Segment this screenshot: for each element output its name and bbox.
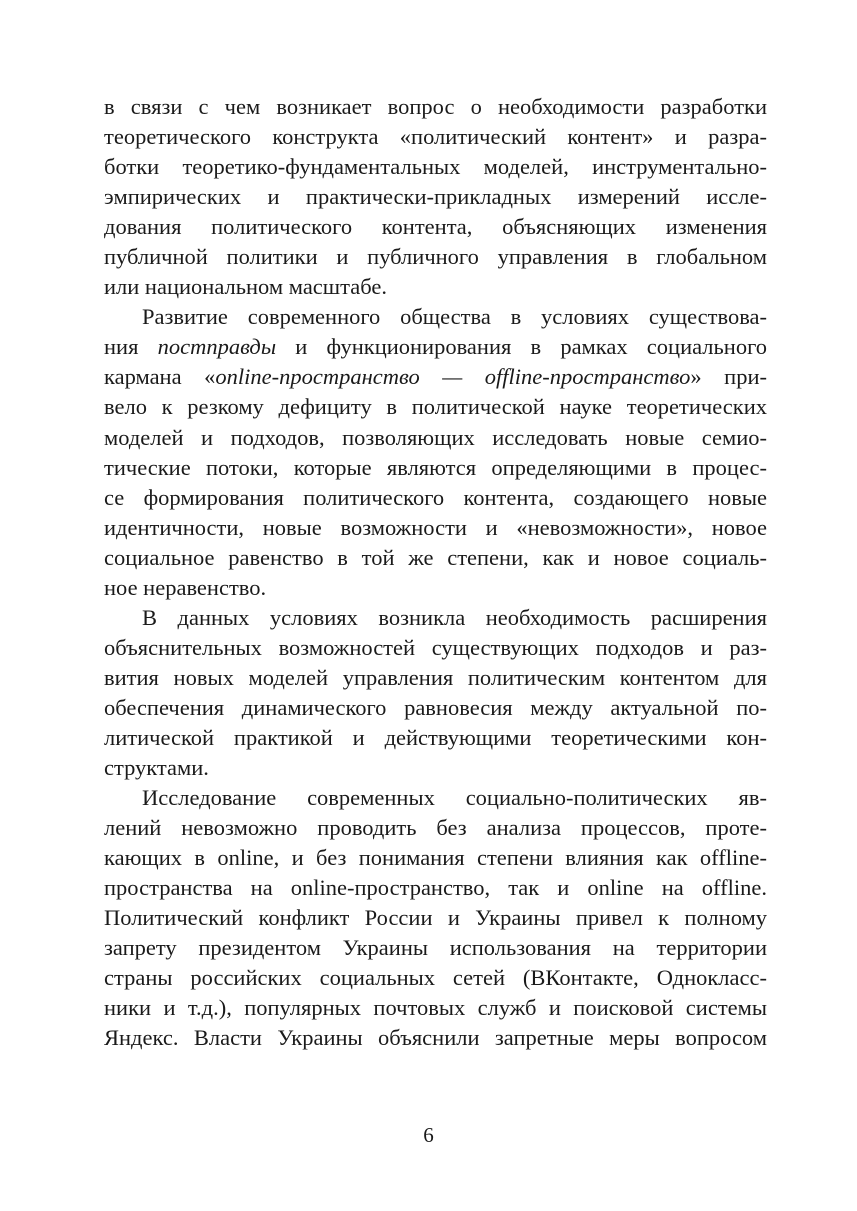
- text-run: » при-: [690, 364, 767, 390]
- italic-term: online-пространство — offline-пространство: [215, 364, 691, 390]
- text-line: пространства на online-пространство, так и online на offline.: [104, 875, 767, 901]
- text-run: кармана «: [104, 364, 216, 390]
- text-line-with-emphasis: [104, 362, 767, 392]
- text-line: запрету президентом Украины использования на территории: [104, 935, 767, 961]
- text-line: ное неравенство.: [104, 574, 267, 600]
- text-line: Политический конфликт России и Украины привел к полному: [104, 905, 767, 931]
- text-line: вело к резкому дефициту в политической науке теоретических: [104, 394, 767, 420]
- text-line: Яндекс. Власти Украины объяснили запретные меры вопросом: [104, 1025, 767, 1051]
- page-body: [104, 92, 767, 1054]
- text-line: Развитие современного общества в условиях существова-: [142, 304, 767, 330]
- paragraph-4: [104, 783, 767, 1053]
- text-line: В данных условиях возникла необходимость расширения: [142, 604, 767, 630]
- text-line: или национальном масштабе.: [104, 274, 387, 300]
- text-line: Исследование современных социально-политических яв-: [142, 785, 767, 811]
- text-line: вития новых моделей управления политическим контентом для: [104, 664, 767, 690]
- text-line: моделей и подходов, позволяющих исследовать новые семио-: [104, 424, 767, 450]
- text-line: эмпирических и практически-прикладных измерений иссле-: [104, 184, 767, 210]
- paragraph-2: [104, 302, 767, 602]
- text-line: структами.: [104, 755, 209, 781]
- text-line: публичной политики и публичного управления в глобальном: [104, 244, 767, 270]
- paragraph-1: [104, 92, 767, 302]
- text-run: и функционирования в рамках социального: [276, 334, 767, 360]
- text-line: ботки теоретико-фундаментальных моделей, инструментально-: [104, 154, 767, 180]
- text-line: социальное равенство в той же степени, как и новое социаль-: [104, 544, 767, 570]
- text-line: теоретического конструкта «политический контент» и разра-: [104, 124, 767, 150]
- page-number: 6: [423, 1123, 434, 1147]
- text-line: тические потоки, которые являются определяющими в процес-: [104, 454, 767, 480]
- text-line: дования политического контента, объясняющих изменения: [104, 214, 767, 240]
- text-line: страны российских социальных сетей (ВКонтакте, Однокласс-: [104, 965, 767, 991]
- text-line: ники и т.д.), популярных почтовых служб и поисковой системы: [104, 995, 767, 1021]
- italic-term: постправды: [157, 334, 277, 360]
- text-line: объяснительных возможностей существующих подходов и раз-: [104, 634, 767, 660]
- text-line: обеспечения динамического равновесия между актуальной по-: [104, 694, 767, 720]
- text-line: идентичности, новые возможности и «невозможности», новое: [104, 514, 767, 540]
- paragraph-3: [104, 603, 767, 783]
- text-line: кающих в online, и без понимания степени влияния как offline-: [104, 845, 767, 871]
- text-line-with-emphasis: [104, 332, 767, 362]
- text-line: се формирования политического контента, создающего новые: [104, 484, 767, 510]
- text-line: лений невозможно проводить без анализа процессов, проте-: [104, 815, 767, 841]
- text-line: литической практикой и действующими теоретическими кон-: [104, 724, 767, 750]
- text-run: ния: [104, 334, 158, 360]
- text-line: в связи с чем возникает вопрос о необходимости разработки: [104, 94, 767, 119]
